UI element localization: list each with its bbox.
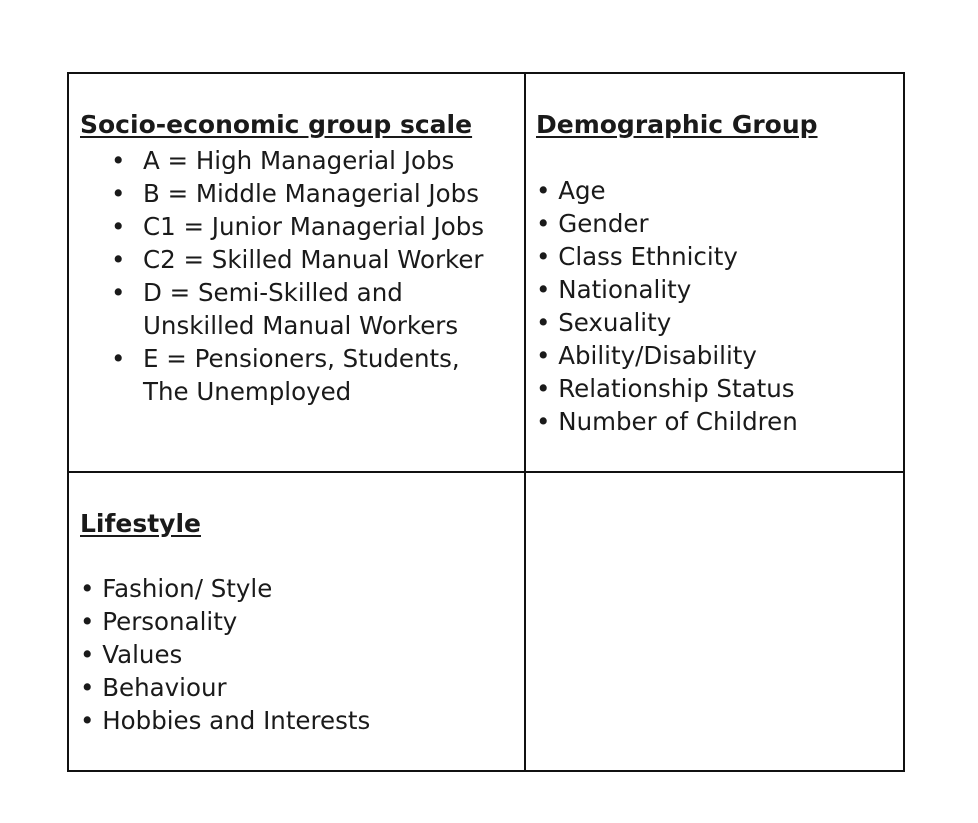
list-item: • Relationship Status — [536, 374, 795, 403]
list-item: • C1 = Junior Managerial Jobs — [111, 210, 514, 243]
list-item: • Number of Children — [536, 407, 798, 436]
list-item: • Behaviour — [80, 673, 227, 702]
list-item: • Sexuality — [536, 308, 672, 337]
empty-cell — [526, 473, 903, 770]
list-item: • Personality — [80, 607, 238, 636]
socio-economic-cell — [69, 74, 526, 473]
list-item: • Age — [536, 176, 606, 205]
list-item: • Gender — [536, 209, 649, 238]
list-item: • C2 = Skilled Manual Worker — [111, 243, 514, 276]
list-item: • Nationality — [536, 275, 692, 304]
lifestyle-heading: Lifestyle — [80, 509, 201, 538]
demographic-list — [536, 174, 893, 438]
demographic-heading: Demographic Group — [536, 110, 818, 139]
demographic-cell — [526, 74, 903, 473]
list-item: • Class Ethnicity — [536, 242, 738, 271]
list-item: • B = Middle Managerial Jobs — [111, 177, 514, 210]
lifestyle-list — [80, 572, 514, 737]
list-item: • Hobbies and Interests — [80, 706, 371, 735]
segmentation-table — [67, 72, 905, 772]
socio-economic-list — [80, 144, 514, 408]
socio-economic-heading: Socio-economic group scale — [80, 110, 473, 139]
list-item: • D = Semi-Skilled and Unskilled Manual Workers — [111, 276, 514, 342]
lifestyle-cell — [69, 473, 526, 770]
list-item: • A = High Managerial Jobs — [111, 144, 514, 177]
list-item: • Values — [80, 640, 183, 669]
list-item: • Fashion/ Style — [80, 574, 273, 603]
list-item: • E = Pensioners, Students, The Unemployed — [111, 342, 514, 408]
list-item: • Ability/Disability — [536, 341, 757, 370]
